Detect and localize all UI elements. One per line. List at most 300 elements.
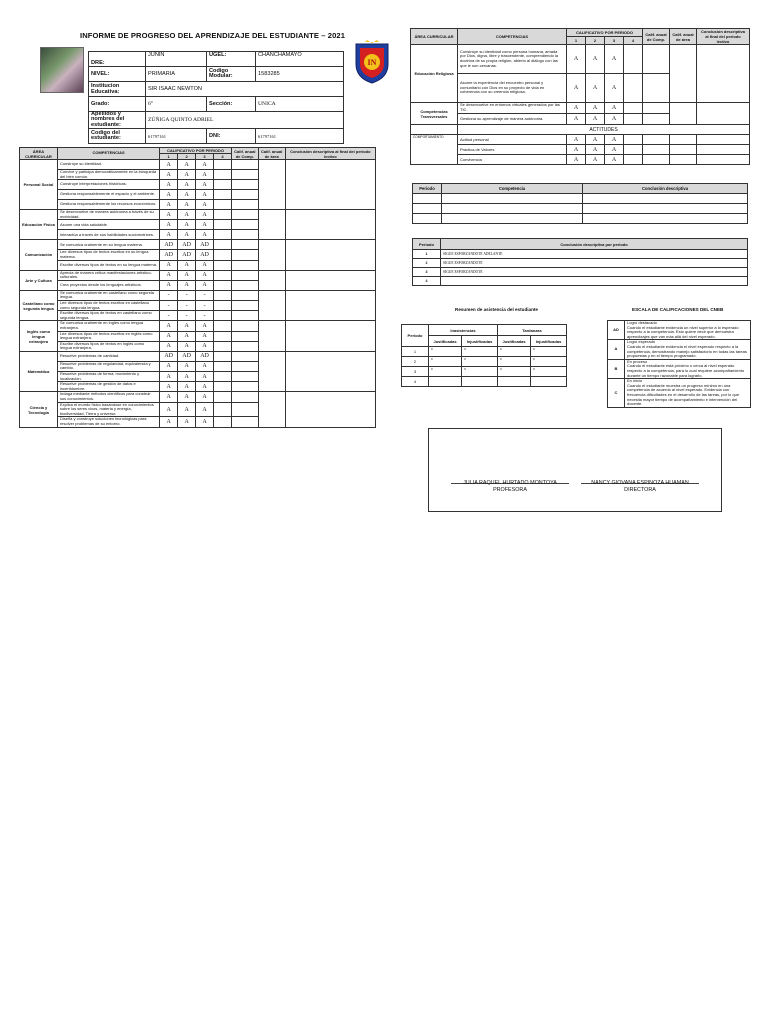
- grade-cell: A: [196, 200, 214, 210]
- att-value: [462, 377, 498, 387]
- grade-cell-empty: [214, 382, 232, 392]
- table-row: [411, 135, 750, 145]
- grade-cell-empty: [214, 200, 232, 210]
- col-calif: CALIFICATIVO POR PERIODO: [160, 148, 232, 154]
- codmod-value: 1583285: [256, 67, 344, 82]
- att-value: 0: [429, 347, 462, 357]
- escala-text: Cuando el estudiante evidencia un nivel superior a lo esperado respecto a la competencia. Esto quiere decir que demuestra aprendizajes que van más allá del nivel esperado.: [627, 324, 739, 339]
- area-name: Comunicación: [20, 240, 58, 270]
- prof-name: JULIA RAQUEL HURTADO MONTOYA: [463, 480, 557, 486]
- grade-cell: A: [178, 341, 196, 351]
- r-col-p4: 4: [624, 37, 643, 45]
- grade-cell: A: [178, 170, 196, 180]
- area-name: Inglés como lengua extranjera: [20, 321, 58, 352]
- cal-comp-cell: [231, 290, 258, 300]
- grade-cell: A: [196, 160, 214, 170]
- conclusion-cell: [697, 155, 750, 165]
- pc-periodo: Periodo: [413, 184, 442, 194]
- cal-comp-cell: [231, 240, 258, 250]
- grade-cell: A: [605, 155, 624, 165]
- dni-label: DNI:: [207, 129, 256, 144]
- cal-comp-cell: [643, 45, 670, 74]
- cal-comp-cell: [231, 280, 258, 290]
- grade-cell: -: [196, 311, 214, 321]
- grade-cell: A: [160, 361, 178, 371]
- att-periodo-num: 3: [402, 367, 429, 377]
- att-value: 0: [531, 357, 567, 367]
- grade-cell: A: [196, 417, 214, 427]
- col-p1: 1: [160, 154, 178, 160]
- grade-cell-empty: [214, 331, 232, 341]
- area-name: Ciencia y Tecnología: [20, 392, 58, 427]
- escala-row: [608, 359, 751, 378]
- dre-label: DRE:: [89, 52, 146, 67]
- att-value: 0: [462, 357, 498, 367]
- att-value: 0: [531, 367, 567, 377]
- att-value: 0: [497, 357, 530, 367]
- cal-area-cell: [258, 351, 285, 392]
- grade-cell: A: [196, 361, 214, 371]
- grade-cell: A: [178, 280, 196, 290]
- grade-cell: AD: [178, 250, 196, 260]
- dir-role: DIRECTORA: [624, 487, 656, 493]
- comportamiento-label: COMPORTAMIENTO: [411, 135, 458, 165]
- grade-cell-empty: [214, 270, 232, 280]
- grade-cell-empty: [214, 392, 232, 402]
- conclusion-cell: [285, 160, 375, 210]
- cal-comp-cell: [643, 145, 670, 155]
- area-name: Arte y Cultura: [20, 270, 58, 290]
- grade-cell-empty: [214, 160, 232, 170]
- table-row: [402, 367, 567, 377]
- cal-comp-cell: [643, 155, 670, 165]
- att-just-2: Justificadas: [497, 336, 530, 347]
- grade-cell: A: [178, 180, 196, 190]
- cal-comp-cell: [231, 300, 258, 310]
- competencia: Aprecia de manera crítica manifestaciones artístico-culturales.: [57, 270, 159, 280]
- grade-cell: -: [178, 290, 196, 300]
- conclusion-cell: [697, 135, 750, 145]
- cal-comp-cell: [231, 331, 258, 341]
- table-row: [413, 277, 748, 286]
- ugel-value: CHANCHAMAYO: [256, 52, 344, 67]
- att-periodo-num: 1: [402, 347, 429, 357]
- grade-cell: A: [196, 331, 214, 341]
- att-value: [497, 377, 530, 387]
- grade-cell-empty: [214, 220, 232, 230]
- table-row: [20, 290, 376, 300]
- r-col-p3: 3: [605, 37, 624, 45]
- competencia: Resuelve problemas de forma, movimiento y localización.: [57, 372, 159, 382]
- cal-comp-cell: [231, 210, 258, 220]
- cal-comp-cell: [231, 351, 258, 361]
- grade-cell: A: [196, 402, 214, 417]
- table-row: [411, 103, 750, 114]
- cal-comp-cell: [231, 321, 258, 331]
- att-just-1: Justificadas: [429, 336, 462, 347]
- nivel-value: PRIMARIA: [146, 67, 207, 82]
- competencia: Interactúa a través de sus habilidades sociomotrices.: [57, 230, 159, 240]
- grade-cell-empty: [624, 45, 643, 74]
- att-value: 0: [429, 357, 462, 367]
- escala-row: [608, 379, 751, 408]
- att-injust-1: Injustificadas: [462, 336, 498, 347]
- competencia: Diseña y construye soluciones tecnológicas para resolver problemas de su entorno.: [57, 417, 159, 427]
- actitudes-row: [411, 125, 750, 135]
- pc-competencia: Competencia: [442, 184, 583, 194]
- cal-comp-cell: [231, 361, 258, 371]
- grade-cell: A: [160, 417, 178, 427]
- grade-cell: A: [178, 382, 196, 392]
- cal-comp-cell: [231, 341, 258, 351]
- att-value: 0: [497, 367, 530, 377]
- att-periodo-num: 4: [402, 377, 429, 387]
- grade-cell: A: [160, 210, 178, 220]
- grade-cell: A: [178, 200, 196, 210]
- escala-key: B: [608, 359, 625, 378]
- grade-cell: A: [567, 155, 586, 165]
- grade-cell-empty: [214, 250, 232, 260]
- conclusion-cell: [697, 45, 750, 103]
- grade-cell: A: [160, 280, 178, 290]
- att-inasist: Inasistencias: [429, 325, 498, 336]
- escala-desc: [625, 379, 751, 408]
- r-col-comp: COMPETENCIAS: [458, 29, 567, 45]
- col-conclusion: Conclusión descriptiva al final del periodo lectivo: [285, 148, 375, 160]
- att-injust-2: Injustificadas: [531, 336, 567, 347]
- cal-area-cell: [258, 240, 285, 270]
- competencia: Crea proyectos desde los lenguajes artísticos.: [57, 280, 159, 290]
- actitudes-label: ACTITUDES: [458, 125, 750, 135]
- seccion-value: UNICA: [256, 97, 344, 112]
- table-row: [20, 160, 376, 170]
- actitud: Practica de Valores: [458, 145, 567, 155]
- grade-cell-empty: [214, 230, 232, 240]
- cal-comp-cell: [231, 250, 258, 260]
- grade-cell: A: [160, 341, 178, 351]
- periodo-num: 2: [413, 259, 441, 268]
- cal-comp-cell: [231, 402, 258, 417]
- cal-comp-cell: [231, 160, 258, 170]
- grade-cell: A: [586, 114, 605, 125]
- logo-text: IN: [367, 58, 377, 67]
- conclusion-cell: [285, 290, 375, 321]
- cal-comp-cell: [231, 372, 258, 382]
- table-row: [20, 210, 376, 220]
- dre-value: JUNIN: [146, 52, 207, 67]
- grade-cell: -: [178, 311, 196, 321]
- cal-comp-cell: [231, 311, 258, 321]
- competencia: Construye interpretaciones históricas.: [57, 180, 159, 190]
- grade-cell: A: [160, 270, 178, 280]
- periodo-conclusion: SIGUE ESFORZANDOTE: [441, 259, 748, 268]
- grade-cell: A: [567, 45, 586, 74]
- grade-cell: A: [178, 230, 196, 240]
- grade-cell: AD: [160, 240, 178, 250]
- grado-label: Grado:: [89, 97, 146, 112]
- col-p3: 3: [196, 154, 214, 160]
- periodo-num: 1: [413, 250, 441, 259]
- area-name: Competencias Transversales: [411, 103, 458, 125]
- grade-cell-empty: [214, 321, 232, 331]
- ie-label: Institucion Educativa:: [89, 82, 146, 97]
- escala-level: Logro destacado: [627, 320, 657, 325]
- periodo-num: 3: [413, 268, 441, 277]
- escala-table: [607, 320, 751, 408]
- grade-cell: -: [178, 300, 196, 310]
- cal-comp-cell: [231, 200, 258, 210]
- grade-cell-empty: [624, 74, 643, 103]
- grade-cell: A: [586, 103, 605, 114]
- grade-cell: A: [160, 220, 178, 230]
- att-value: [429, 377, 462, 387]
- cal-area-cell: [670, 103, 697, 125]
- escala-desc: [625, 359, 751, 378]
- dir-signature: [581, 480, 699, 494]
- table-row: [413, 250, 748, 259]
- att-periodo-num: 2: [402, 357, 429, 367]
- grade-cell: A: [196, 180, 214, 190]
- conclusion-cell: [285, 351, 375, 392]
- student-info-table: [88, 51, 344, 144]
- codmod-label: Codigo Modular:: [207, 67, 256, 82]
- student-photo: [40, 47, 84, 93]
- table-row: [402, 357, 567, 367]
- grade-cell: A: [160, 170, 178, 180]
- att-value: 0: [497, 347, 530, 357]
- cal-comp-cell: [231, 417, 258, 427]
- cal-area-cell: [258, 210, 285, 240]
- r-col-cal-comp: Calif. anual de Comp.: [643, 29, 670, 45]
- competencia: Resuelve problemas de gestión de datos e incertidumbre.: [57, 382, 159, 392]
- cal-comp-cell: [231, 382, 258, 392]
- competencia: Gestiona su aprendizaje de manera autónoma.: [458, 114, 567, 125]
- grade-cell: A: [160, 321, 178, 331]
- grade-cell: A: [196, 280, 214, 290]
- grade-cell-empty: [214, 402, 232, 417]
- periodo-competencia-table: [412, 183, 748, 224]
- escala-row: [608, 340, 751, 359]
- competencia: Lee diversos tipos de textos escritos en inglés como lengua extranjera.: [57, 331, 159, 341]
- grade-cell-empty: [214, 300, 232, 310]
- escala-key: AD: [608, 321, 625, 340]
- grade-cell-empty: [214, 417, 232, 427]
- area-name: Educación Física: [20, 210, 58, 240]
- cal-comp-cell: [231, 260, 258, 270]
- asistencia-title: Resumen de asistencia del estudiante: [455, 307, 538, 312]
- escala-level: En inicio: [627, 378, 643, 384]
- cal-area-cell: [258, 321, 285, 352]
- competencia: Se desenvuelve de manera autónoma a través de su motricidad.: [57, 210, 159, 220]
- conclusion-cell: [285, 240, 375, 270]
- col-cal-comp: Calif. anual de Comp.: [231, 148, 258, 160]
- grade-cell-empty: [624, 145, 643, 155]
- grade-cell-empty: [214, 210, 232, 220]
- grade-cell: A: [605, 145, 624, 155]
- table-row: [402, 377, 567, 387]
- grade-cell: A: [178, 260, 196, 270]
- competencia: Escribe diversos tipos de textos en inglés como lengua extranjera.: [57, 341, 159, 351]
- cal-area-cell: [258, 392, 285, 427]
- grade-cell-empty: [214, 190, 232, 200]
- grade-cell: A: [567, 103, 586, 114]
- cal-area-cell: [670, 45, 697, 103]
- grade-cell: AD: [196, 240, 214, 250]
- grade-cell: A: [196, 210, 214, 220]
- col-comp: COMPETENCIAS: [57, 148, 159, 160]
- actitudes-blank: [411, 125, 458, 135]
- grado-value: 6°: [146, 97, 207, 112]
- escala-key: C: [608, 379, 625, 408]
- grade-cell: A: [196, 321, 214, 331]
- grade-cell: A: [586, 155, 605, 165]
- table-row: [20, 240, 376, 250]
- escala-level: En proceso: [627, 358, 648, 364]
- grade-cell: -: [196, 290, 214, 300]
- grade-cell: AD: [196, 351, 214, 361]
- prof-role: PROFESORA: [493, 487, 527, 493]
- asistencia-table: [401, 324, 567, 387]
- r-col-calif: CALIFICATIVO POR PERIODO: [567, 29, 643, 37]
- grade-cell: A: [196, 260, 214, 270]
- cal-comp-cell: [643, 114, 670, 125]
- escala-text: Cuando el estudiante evidencia el nivel esperado respecto a la competencia, demostrando manejo satisfactorio en todas las tareas propuestas y en el tiempo programado.: [627, 343, 747, 359]
- cal-comp-cell: [231, 270, 258, 280]
- grade-cell-empty: [624, 135, 643, 145]
- col-cal-area: Calif. anual de área: [258, 148, 285, 160]
- competencia: Lee diversos tipos de textos escritos en castellano como segunda lengua.: [57, 300, 159, 310]
- grade-cell: A: [178, 361, 196, 371]
- col-p2: 2: [178, 154, 196, 160]
- grade-cell: A: [160, 382, 178, 392]
- cal-area-cell: [670, 145, 697, 155]
- actitud: Actitud personal: [458, 135, 567, 145]
- competencia: Resuelve problemas de regularidad, equivalencia y cambio.: [57, 361, 159, 371]
- conclusion-cell: [285, 321, 375, 352]
- pcd-conclusion: Conclusión descriptiva por periodo: [441, 239, 748, 250]
- codest-value: 61797161: [146, 129, 207, 144]
- grade-cell-empty: [214, 341, 232, 351]
- grade-cell: A: [196, 372, 214, 382]
- competencia: Gestiona responsablemente los recursos económicos.: [57, 200, 159, 210]
- grade-cell: A: [160, 160, 178, 170]
- periodo-conclusion: [441, 277, 748, 286]
- grade-cell-empty: [624, 103, 643, 114]
- grade-cell: A: [160, 372, 178, 382]
- periodo-conclusion-table: [412, 238, 748, 286]
- cal-area-cell: [258, 270, 285, 290]
- codest-label: Codigo del estudiante:: [89, 129, 146, 144]
- cal-comp-cell: [231, 230, 258, 240]
- grade-cell: A: [160, 230, 178, 240]
- grade-cell: -: [160, 290, 178, 300]
- grade-cell: A: [160, 180, 178, 190]
- att-tard: Tardanzas: [497, 325, 566, 336]
- competencia: Gestiona responsablemente el espacio y el ambiente.: [57, 190, 159, 200]
- ie-value: SIR ISAAC NEWTON: [146, 82, 344, 97]
- grade-cell: -: [160, 300, 178, 310]
- att-value: 0: [429, 367, 462, 377]
- grade-cell: A: [567, 114, 586, 125]
- competencia: Escribe diversos tipos de textos en su lengua materna.: [57, 260, 159, 270]
- grade-cell-empty: [624, 155, 643, 165]
- att-value: 0: [531, 347, 567, 357]
- periodo-num: 4: [413, 277, 441, 286]
- grade-cell: A: [178, 270, 196, 280]
- r-col-area: ÁREA CURRICULAR: [411, 29, 458, 45]
- grade-cell: A: [196, 270, 214, 280]
- cal-comp-cell: [231, 392, 258, 402]
- competencia: Explica el mundo físico basándose en conocimientos sobre los seres vivos, materia y energía, biodiversidad, Tierra y universo.: [57, 402, 159, 417]
- grade-cell-empty: [214, 361, 232, 371]
- competencia: Se comunica oralmente en castellano como segunda lengua.: [57, 290, 159, 300]
- grade-cell-empty: [214, 280, 232, 290]
- att-value: 0: [462, 367, 498, 377]
- grade-cell-empty: [214, 180, 232, 190]
- competencia: Se comunica oralmente en inglés como lengua extranjera.: [57, 321, 159, 331]
- grade-cell-empty: [214, 372, 232, 382]
- competencia: Asume la experiencia del encuentro personal y comunitario con Dios en su proyecto de vida en coherencia con su creencia religiosa.: [458, 74, 567, 103]
- grade-cell: A: [160, 200, 178, 210]
- grade-cell: A: [196, 392, 214, 402]
- grade-cell-empty: [214, 260, 232, 270]
- cal-area-cell: [258, 290, 285, 321]
- conclusion-cell: [285, 270, 375, 290]
- cal-comp-cell: [643, 135, 670, 145]
- competencia: Asume una vida saludable.: [57, 220, 159, 230]
- grade-cell: A: [160, 190, 178, 200]
- escala-desc: [625, 340, 751, 359]
- escala-row: [608, 321, 751, 340]
- grade-cell: A: [178, 220, 196, 230]
- competencia: Construye su identidad.: [57, 160, 159, 170]
- cal-comp-cell: [231, 170, 258, 180]
- nivel-label: NIVEL:: [89, 67, 146, 82]
- conclusion-cell: [285, 210, 375, 240]
- grade-cell: A: [605, 45, 624, 74]
- att-value: 0: [462, 347, 498, 357]
- conclusion-cell: [285, 392, 375, 427]
- r-col-conclusion: Conclusión descriptiva al final del periodo lectivo: [697, 29, 750, 45]
- school-logo: [353, 40, 391, 84]
- r-col-cal-area: Calif. anual de área: [670, 29, 697, 45]
- competencia: Se desenvuelve en entornos virtuales generados por las TIC.: [458, 103, 567, 114]
- grade-cell: A: [605, 114, 624, 125]
- cal-comp-cell: [231, 190, 258, 200]
- competencia: Lee diversos tipos de textos escritos en su lengua materna.: [57, 250, 159, 260]
- grade-cell: A: [178, 402, 196, 417]
- seccion-label: Sección:: [207, 97, 256, 112]
- table-row: [413, 259, 748, 268]
- competencia: Resuelve problemas de cantidad.: [57, 351, 159, 361]
- grades-table: [19, 147, 376, 428]
- dni-value: 61797161: [256, 129, 344, 144]
- grade-cell: A: [160, 260, 178, 270]
- dir-name: NANCY GIOVANA ESPINOZA HUAMAN: [591, 480, 689, 486]
- grade-cell: A: [196, 341, 214, 351]
- escala-desc: [625, 321, 751, 340]
- grade-cell: A: [586, 74, 605, 103]
- escala-title: ESCALA DE CALIFICACIONES DEL CNEB: [632, 307, 724, 312]
- grade-cell: A: [196, 220, 214, 230]
- grade-cell: -: [160, 311, 178, 321]
- grade-cell: A: [178, 331, 196, 341]
- r-col-p1: 1: [567, 37, 586, 45]
- att-periodo: Periodo: [402, 325, 429, 347]
- periodo-conclusion: SIGUE ESFORZANDOTE ADELANTE: [441, 250, 748, 259]
- grade-cell: A: [178, 190, 196, 200]
- prof-signature: [451, 480, 569, 494]
